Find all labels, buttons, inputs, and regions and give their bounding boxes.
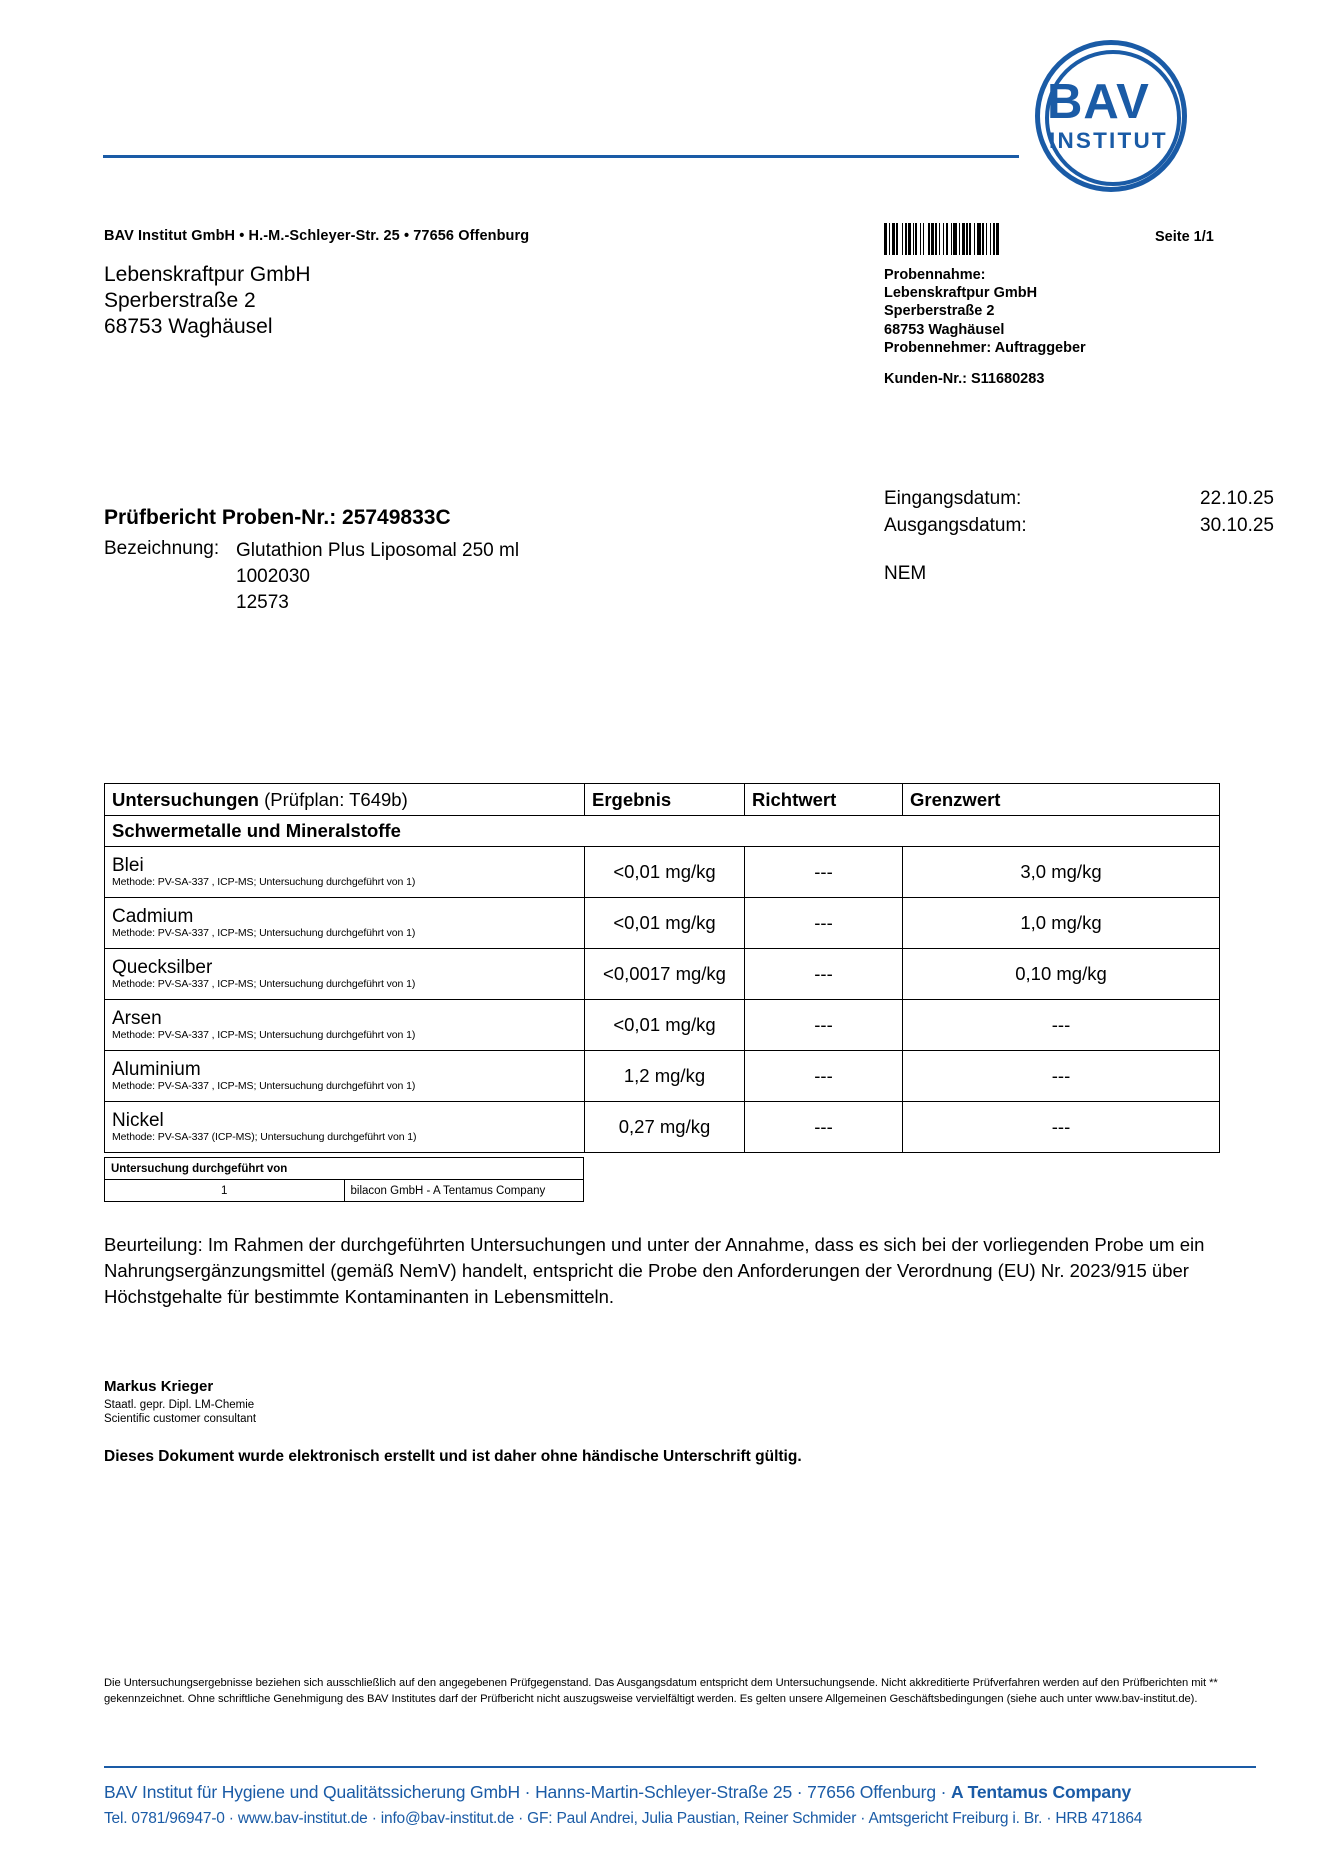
result-cell: <0,0017 mg/kg: [585, 949, 745, 1000]
table-row: [105, 1102, 1220, 1153]
guide-value-cell: ---: [745, 898, 903, 949]
lab-table-header: Untersuchung durchgeführt von: [105, 1158, 584, 1180]
lab-header-row: [105, 1158, 584, 1180]
sampling-line-2: Sperberstraße 2: [884, 303, 995, 320]
column-header-result: Ergebnis: [585, 784, 745, 816]
limit-value-cell: ---: [903, 1000, 1220, 1051]
sample-category: NEM: [884, 563, 927, 584]
guide-value-cell: ---: [745, 1000, 903, 1051]
page-number-label: Seite 1/1: [1155, 229, 1214, 245]
parameter-method: Methode: PV-SA-337 , ICP-MS; Untersuchung durchgeführt von 1): [112, 876, 416, 888]
sender-address-line: BAV Institut GmbH • H.-M.-Schleyer-Str. 25 • 77656 Offenburg: [104, 228, 530, 244]
signatory-name: Markus Krieger: [104, 1378, 214, 1395]
column-header-test-plan: (Prüfplan: T649b): [258, 788, 408, 810]
customer-number: Kunden-Nr.: S11680283: [884, 371, 1045, 387]
recipient-line-2: Sperberstraße 2: [104, 289, 256, 312]
electronic-document-notice: Dieses Dokument wurde elektronisch erstellt und ist daher ohne händische Unterschrift gültig.: [104, 1448, 802, 1465]
lab-row: [105, 1180, 584, 1202]
sampler-line: Probennehmer: Auftraggeber: [884, 339, 1086, 356]
designation-code-2: 12573: [236, 592, 289, 613]
sampling-line-3: 68753 Waghäusel: [884, 321, 1005, 338]
logo-sub-text: INSTITUT: [1049, 128, 1168, 153]
page-title: Prüfbericht Proben-Nr.: 25749833C: [104, 506, 451, 529]
performing-lab-table: [104, 1157, 584, 1202]
guide-value-cell: ---: [745, 949, 903, 1000]
recipient-line-1: Lebenskraftpur GmbH: [104, 263, 311, 286]
parameter-cell: [105, 1051, 585, 1102]
table-row: [105, 949, 1220, 1000]
result-cell: <0,01 mg/kg: [585, 1000, 745, 1051]
footer-contact-line: Tel. 0781/96947-0 · www.bav-institut.de · info@bav-institut.de · GF: Paul Andrei, Julia Paustian, Reiner Schmider · Amtsgericht Freiburg i. Br. · HRB 471864: [104, 1810, 1143, 1827]
limit-value-cell: ---: [903, 1051, 1220, 1102]
exit-date-row: [884, 512, 1274, 539]
bav-logo: [1035, 40, 1220, 170]
designation-label: Bezeichnung:: [104, 538, 220, 559]
designation-product: Glutathion Plus Liposomal 250 ml: [236, 540, 520, 561]
lab-name: bilacon GmbH - A Tentamus Company: [344, 1180, 584, 1202]
sampling-label: Probennahme:: [884, 267, 986, 283]
parameter-cell: [105, 949, 585, 1000]
parameter-method: Methode: PV-SA-337 , ICP-MS; Untersuchung durchgeführt von 1): [112, 978, 416, 990]
signatory-details: [104, 1398, 256, 1426]
sample-barcode: [884, 223, 1079, 255]
result-cell: <0,01 mg/kg: [585, 847, 745, 898]
limit-value-cell: 3,0 mg/kg: [903, 847, 1220, 898]
parameter-method: Methode: PV-SA-337 , ICP-MS; Untersuchung durchgeführt von 1): [112, 927, 416, 939]
sampling-line-1: Lebenskraftpur GmbH: [884, 285, 1038, 302]
table-row: [105, 1000, 1220, 1051]
column-header-investigations: [105, 784, 585, 816]
results-table: [104, 783, 1220, 1153]
legal-fineprint: Die Untersuchungsergebnisse beziehen sich ausschließlich auf den angegebenen Prüfgegenstand. Das Ausgangsdatum entspricht dem Untersuchungsende. Nicht akkreditierte Prüfverfahren werden auf den Prüfberichten mit ** gekennzeichnet. Ohne schriftliche Genehmigung des BAV Institutes darf der Prüfbericht nicht auszugsweise vervielfältigt werden. Es gelten unsere Allgemeinen Geschäftsbedingungen (siehe auch unter www.bav-institut.de).: [104, 1677, 1218, 1705]
column-header-guide-value: Richtwert: [745, 784, 903, 816]
parameter-cell: [105, 1000, 585, 1051]
parameter-method: Methode: PV-SA-337 (ICP-MS); Untersuchung durchgeführt von 1): [112, 1131, 417, 1143]
parameter-name: Blei: [112, 855, 144, 876]
table-row: [105, 1051, 1220, 1102]
parameter-name: Nickel: [112, 1110, 164, 1131]
limit-value-cell: 0,10 mg/kg: [903, 949, 1220, 1000]
footer-company-line: [104, 1782, 1259, 1803]
table-row: [105, 847, 1220, 898]
result-cell: <0,01 mg/kg: [585, 898, 745, 949]
parameter-name: Quecksilber: [112, 957, 213, 978]
footer-company-text: BAV Institut für Hygiene und Qualitätssicherung GmbH · Hanns-Martin-Schleyer-Straße 25 · 77656 Offenburg ·: [104, 1782, 952, 1802]
result-cell: 0,27 mg/kg: [585, 1102, 745, 1153]
table-section-row: [105, 816, 1220, 847]
guide-value-cell: ---: [745, 847, 903, 898]
parameter-cell: [105, 898, 585, 949]
logo-main-text: BAV: [1047, 75, 1150, 129]
parameter-name: Aluminium: [112, 1059, 201, 1080]
parameter-method: Methode: PV-SA-337 , ICP-MS; Untersuchung durchgeführt von 1): [112, 1029, 416, 1041]
parameter-method: Methode: PV-SA-337 , ICP-MS; Untersuchung durchgeführt von 1): [112, 1080, 416, 1092]
designation-code-1: 1002030: [236, 566, 310, 587]
column-header-limit-value: Grenzwert: [903, 784, 1220, 816]
parameter-cell: [105, 847, 585, 898]
entry-date-label: Eingangsdatum:: [884, 488, 1022, 509]
column-header-investigations-bold: Untersuchungen: [112, 788, 259, 810]
exit-date-label: Ausgangsdatum:: [884, 515, 1027, 536]
signatory-role: Scientific customer consultant: [104, 1413, 257, 1425]
limit-value-cell: ---: [903, 1102, 1220, 1153]
footer-tentamus-label: A Tentamus Company: [951, 1782, 1132, 1802]
parameter-name: Cadmium: [112, 906, 194, 927]
entry-date-row: [884, 485, 1274, 512]
guide-value-cell: ---: [745, 1102, 903, 1153]
parameter-cell: [105, 1102, 585, 1153]
sampling-block: [884, 266, 1086, 357]
result-cell: 1,2 mg/kg: [585, 1051, 745, 1102]
table-row: [105, 898, 1220, 949]
assessment-text: Beurteilung: Im Rahmen der durchgeführten Untersuchungen und unter der Annahme, dass es sich bei der vorliegenden Probe um ein Nahrungsergänzungsmittel (gemäß NemV) handelt, entspricht die Probe den Anforderungen der Verordnung (EU) Nr. 2023/915 über Höchstgehalte für bestimmte Kontaminanten in Lebensmitteln.: [104, 1234, 1205, 1307]
recipient-address: [104, 262, 311, 340]
designation-values: [236, 538, 519, 616]
parameter-name: Arsen: [112, 1008, 162, 1029]
logo-text: [1047, 75, 1217, 153]
signatory-qualification: Staatl. gepr. Dipl. LM-Chemie: [104, 1399, 255, 1411]
guide-value-cell: ---: [745, 1051, 903, 1102]
date-block: [884, 485, 1274, 539]
limit-value-cell: 1,0 mg/kg: [903, 898, 1220, 949]
exit-date-value: 30.10.25: [1200, 515, 1274, 536]
section-title: Schwermetalle und Mineralstoffe: [105, 816, 1220, 847]
footer-divider: [104, 1766, 1256, 1768]
recipient-line-3: 68753 Waghäusel: [104, 315, 273, 338]
table-header-row: [105, 784, 1220, 816]
entry-date-value: 22.10.25: [1200, 488, 1274, 509]
lab-index: 1: [105, 1180, 345, 1202]
header-divider: [103, 155, 1019, 158]
